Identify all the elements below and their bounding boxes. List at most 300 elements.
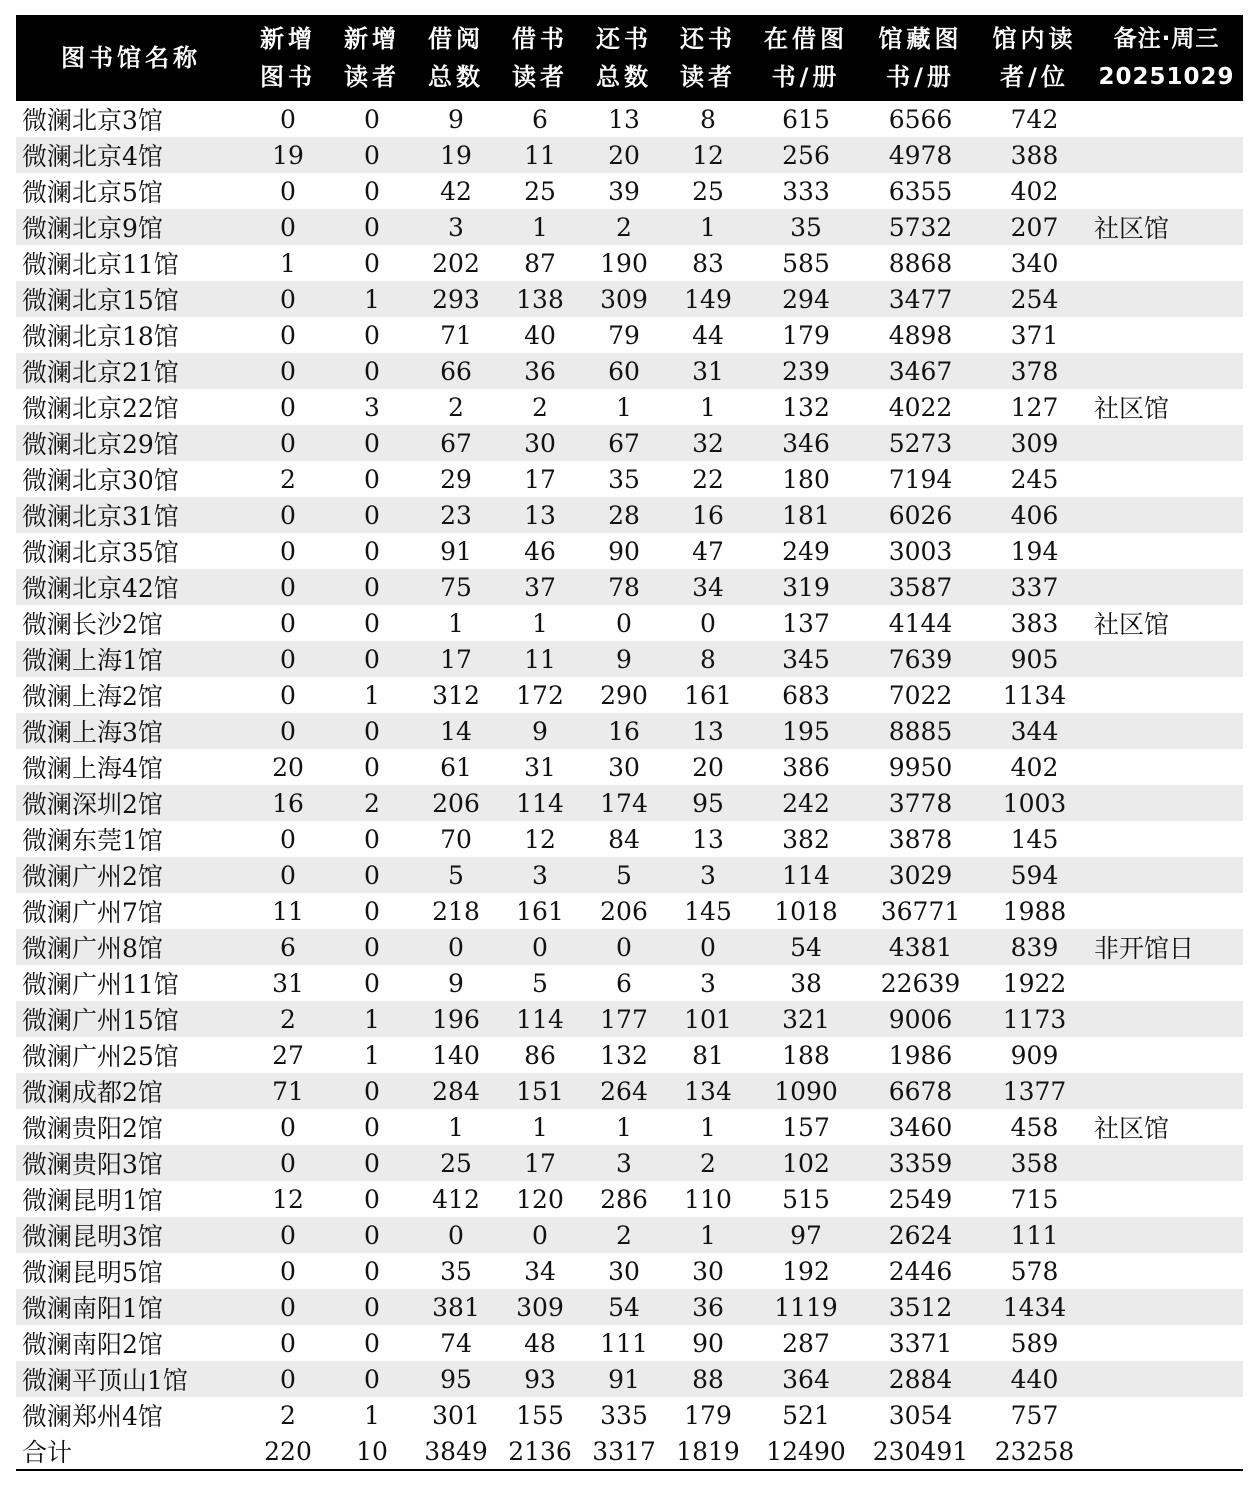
value-cell: 31	[666, 353, 750, 389]
note-cell	[1090, 821, 1243, 857]
value-cell: 715	[1010, 1184, 1059, 1214]
value-cell: 757	[1010, 1400, 1059, 1430]
value-cell: 91	[440, 536, 472, 566]
table-row	[16, 713, 1243, 749]
note-cell	[1090, 317, 1243, 353]
table-row	[16, 1145, 1243, 1181]
value-cell: 132	[782, 392, 830, 422]
value-cell: 23	[414, 497, 498, 533]
note-cell	[1090, 461, 1243, 497]
value-cell: 25	[524, 176, 556, 206]
value-cell: 578	[1010, 1256, 1059, 1286]
value-cell: 6	[532, 104, 548, 134]
value-cell: 67	[414, 425, 498, 461]
value-cell: 0	[330, 641, 414, 677]
value-cell: 1	[532, 1112, 548, 1142]
column-header	[246, 15, 330, 101]
value-cell: 293	[414, 281, 498, 317]
value-cell: 188	[782, 1040, 830, 1070]
value-cell: 196	[414, 1001, 498, 1037]
library-name-cell: 微澜北京29馆	[16, 425, 246, 461]
value-cell: 7022	[888, 680, 953, 710]
table-row	[16, 965, 1243, 1001]
library-name-cell: 合计	[16, 1433, 246, 1470]
value-cell: 1	[364, 1400, 380, 1430]
library-name-cell: 微澜深圳2馆	[16, 785, 246, 821]
value-cell: 95	[666, 785, 750, 821]
value-cell: 0	[246, 353, 330, 389]
table-row	[16, 281, 1243, 317]
value-cell: 48	[524, 1328, 556, 1358]
note-cell	[1090, 533, 1243, 569]
column-header	[330, 15, 414, 101]
value-cell: 1	[280, 248, 296, 278]
value-cell: 2	[532, 392, 548, 422]
value-cell: 1922	[1002, 968, 1067, 998]
note-cell	[1090, 137, 1243, 173]
value-cell: 3778	[862, 785, 979, 821]
library-name-cell: 微澜北京31馆	[16, 497, 246, 533]
table-row	[16, 749, 1243, 785]
value-cell: 0	[246, 857, 330, 893]
value-cell: 1119	[750, 1289, 862, 1325]
value-cell: 1	[498, 209, 582, 245]
value-cell: 239	[750, 353, 862, 389]
value-cell: 30	[692, 1256, 724, 1286]
library-name-cell: 微澜平顶山1馆	[16, 1361, 246, 1397]
value-cell: 35	[440, 1256, 472, 1286]
value-cell: 1	[700, 392, 716, 422]
value-cell: 8	[700, 104, 716, 134]
value-cell: 30	[608, 752, 640, 782]
value-cell: 0	[364, 1112, 380, 1142]
library-name-cell: 微澜上海1馆	[16, 641, 246, 677]
column-header-line2: 总数	[596, 63, 652, 91]
value-cell: 14	[414, 713, 498, 749]
value-cell: 2	[330, 785, 414, 821]
library-name-cell: 微澜广州11馆	[22, 970, 179, 999]
note-cell	[1090, 1289, 1243, 1325]
value-cell: 172	[516, 680, 564, 710]
value-cell: 206	[600, 896, 648, 926]
note-cell	[1090, 857, 1243, 893]
value-cell: 0	[330, 137, 414, 173]
column-header	[414, 15, 498, 101]
column-header-line2: 者/位	[1000, 63, 1069, 91]
value-cell: 195	[750, 713, 862, 749]
column-header	[1090, 15, 1243, 101]
value-cell: 7639	[862, 641, 979, 677]
value-cell: 364	[750, 1361, 862, 1397]
value-cell: 0	[364, 1256, 380, 1286]
table-row	[16, 1037, 1243, 1073]
value-cell: 1	[330, 281, 414, 317]
value-cell: 12	[666, 137, 750, 173]
value-cell: 0	[280, 104, 296, 134]
column-header-line2: 读者	[680, 63, 736, 91]
value-cell: 0	[364, 968, 380, 998]
value-cell: 3587	[862, 569, 979, 605]
value-cell: 3512	[862, 1289, 979, 1325]
value-cell: 71	[246, 1073, 330, 1109]
value-cell: 149	[666, 281, 750, 317]
value-cell: 5732	[862, 209, 979, 245]
value-cell: 90	[608, 536, 640, 566]
value-cell: 140	[432, 1040, 480, 1070]
table-row	[16, 1289, 1243, 1325]
value-cell: 1	[448, 608, 464, 638]
value-cell: 179	[782, 320, 830, 350]
value-cell: 114	[498, 785, 582, 821]
value-cell: 0	[364, 536, 380, 566]
value-cell: 3460	[888, 1112, 953, 1142]
value-cell: 1003	[979, 785, 1090, 821]
value-cell: 0	[280, 1256, 296, 1286]
value-cell: 31	[524, 752, 556, 782]
value-cell: 0	[280, 680, 296, 710]
value-cell: 86	[524, 1040, 556, 1070]
value-cell: 0	[280, 1328, 296, 1358]
value-cell: 521	[782, 1400, 830, 1430]
value-cell: 1	[700, 1112, 716, 1142]
value-cell: 615	[782, 104, 830, 134]
value-cell: 12490	[750, 1433, 862, 1470]
value-cell: 13	[608, 104, 640, 134]
table-row	[16, 821, 1243, 857]
value-cell: 11	[498, 137, 582, 173]
value-cell: 249	[782, 536, 830, 566]
value-cell: 9	[448, 968, 464, 998]
value-cell: 245	[1010, 464, 1059, 494]
value-cell: 74	[440, 1328, 472, 1358]
library-name-cell: 微澜北京21馆	[16, 353, 246, 389]
table-row	[16, 641, 1243, 677]
value-cell: 3359	[862, 1145, 979, 1181]
value-cell: 17	[414, 641, 498, 677]
library-name-cell: 微澜广州25馆	[22, 1042, 179, 1071]
note-cell	[1090, 101, 1243, 137]
value-cell: 202	[432, 248, 480, 278]
value-cell: 22639	[880, 968, 961, 998]
value-cell: 1819	[666, 1433, 750, 1470]
value-cell: 180	[782, 464, 830, 494]
value-cell: 19	[246, 137, 330, 173]
value-cell: 3	[700, 968, 716, 998]
value-cell: 194	[1010, 536, 1059, 566]
value-cell: 4022	[888, 392, 953, 422]
value-cell: 0	[364, 176, 380, 206]
value-cell: 0	[246, 641, 330, 677]
note-cell	[1090, 353, 1243, 389]
value-cell: 181	[750, 497, 862, 533]
value-cell: 412	[432, 1184, 480, 1214]
value-cell: 0	[364, 896, 380, 926]
value-cell: 97	[750, 1217, 862, 1253]
value-cell: 5	[532, 968, 548, 998]
library-name-cell: 微澜北京11馆	[22, 250, 179, 279]
note-cell	[1090, 1073, 1243, 1109]
value-cell: 344	[979, 713, 1090, 749]
value-cell: 5273	[862, 425, 979, 461]
value-cell: 29	[440, 464, 472, 494]
value-cell: 371	[1010, 320, 1059, 350]
note-cell	[1090, 1145, 1243, 1181]
value-cell: 3	[666, 857, 750, 893]
value-cell: 0	[280, 176, 296, 206]
value-cell: 909	[1010, 1040, 1059, 1070]
value-cell: 1434	[979, 1289, 1090, 1325]
library-name-cell: 微澜郑州4馆	[22, 1402, 163, 1431]
value-cell: 12	[524, 824, 556, 854]
note-cell	[1090, 677, 1243, 713]
value-cell: 22	[692, 464, 724, 494]
value-cell: 406	[979, 497, 1090, 533]
value-cell: 1173	[979, 1001, 1090, 1037]
value-cell: 1986	[888, 1040, 953, 1070]
library-name-cell: 微澜贵阳2馆	[22, 1114, 163, 1143]
value-cell: 192	[782, 1256, 830, 1286]
value-cell: 0	[246, 209, 330, 245]
table-row	[16, 1361, 1243, 1397]
column-header	[862, 15, 979, 101]
value-cell: 0	[330, 857, 414, 893]
value-cell: 1	[364, 1040, 380, 1070]
value-cell: 151	[498, 1073, 582, 1109]
table-row	[16, 605, 1243, 641]
value-cell: 13	[498, 497, 582, 533]
library-name-cell: 微澜北京5馆	[22, 178, 163, 207]
library-name-cell: 微澜贵阳3馆	[16, 1145, 246, 1181]
value-cell: 3	[582, 1145, 666, 1181]
table-row	[16, 1253, 1243, 1289]
value-cell: 0	[280, 392, 296, 422]
value-cell: 114	[750, 857, 862, 893]
value-cell: 0	[330, 1217, 414, 1253]
value-cell: 31	[272, 968, 304, 998]
value-cell: 19	[414, 137, 498, 173]
value-cell: 0	[364, 752, 380, 782]
value-cell: 2446	[888, 1256, 953, 1286]
value-cell: 0	[330, 209, 414, 245]
column-header-line1: 还书	[680, 25, 736, 53]
column-header-line1: 新增	[260, 25, 316, 53]
value-cell: 7194	[888, 464, 953, 494]
value-cell: 0	[700, 608, 716, 638]
value-cell: 207	[979, 209, 1090, 245]
note-cell: 社区馆	[1094, 1114, 1170, 1143]
note-cell	[1090, 425, 1243, 461]
column-header	[498, 15, 582, 101]
value-cell: 378	[979, 353, 1090, 389]
column-header-line1: 馆内读	[992, 25, 1077, 53]
value-cell: 16	[666, 497, 750, 533]
value-cell: 0	[330, 353, 414, 389]
value-cell: 79	[608, 320, 640, 350]
value-cell: 101	[666, 1001, 750, 1037]
value-cell: 1	[448, 1112, 464, 1142]
table-row	[16, 929, 1243, 965]
value-cell: 132	[600, 1040, 648, 1070]
value-cell: 309	[582, 281, 666, 317]
library-name-cell: 微澜昆明1馆	[22, 1186, 163, 1215]
value-cell: 0	[330, 713, 414, 749]
value-cell: 1134	[1002, 680, 1067, 710]
value-cell: 2	[582, 1217, 666, 1253]
column-header-line2: 书/册	[886, 63, 955, 91]
note-cell	[1090, 1433, 1243, 1470]
table-row	[16, 137, 1243, 173]
value-cell: 46	[524, 536, 556, 566]
value-cell: 3	[414, 209, 498, 245]
value-cell: 585	[782, 248, 830, 278]
value-cell: 30	[498, 425, 582, 461]
value-cell: 0	[246, 1217, 330, 1253]
table-row	[16, 1001, 1243, 1037]
value-cell: 388	[979, 137, 1090, 173]
value-cell: 2	[280, 464, 296, 494]
column-header-line2: 读者	[512, 63, 568, 91]
value-cell: 3054	[888, 1400, 953, 1430]
value-cell: 3	[498, 857, 582, 893]
value-cell: 0	[498, 1217, 582, 1253]
value-cell: 16	[582, 713, 666, 749]
value-cell: 458	[1010, 1112, 1059, 1142]
value-cell: 284	[414, 1073, 498, 1109]
value-cell: 91	[582, 1361, 666, 1397]
value-cell: 3003	[888, 536, 953, 566]
value-cell: 11	[498, 641, 582, 677]
value-cell: 335	[600, 1400, 648, 1430]
value-cell: 4898	[888, 320, 953, 350]
library-name-cell: 微澜南阳1馆	[16, 1289, 246, 1325]
value-cell: 9006	[862, 1001, 979, 1037]
value-cell: 157	[782, 1112, 830, 1142]
value-cell: 20	[582, 137, 666, 173]
value-cell: 0	[246, 1361, 330, 1397]
value-cell: 145	[1010, 824, 1059, 854]
value-cell: 0	[666, 929, 750, 965]
table-row	[16, 1397, 1243, 1433]
value-cell: 0	[616, 608, 632, 638]
value-cell: 35	[750, 209, 862, 245]
value-cell: 0	[364, 104, 380, 134]
library-name-cell: 微澜上海2馆	[22, 682, 163, 711]
value-cell: 9	[448, 104, 464, 134]
total-row	[16, 1433, 1243, 1470]
value-cell: 1377	[979, 1073, 1090, 1109]
value-cell: 345	[750, 641, 862, 677]
value-cell: 34	[524, 1256, 556, 1286]
column-header-line1: 备注·周三	[1113, 26, 1220, 52]
value-cell: 35	[608, 464, 640, 494]
value-cell: 0	[246, 1145, 330, 1181]
table-row	[16, 353, 1243, 389]
table-row	[16, 893, 1243, 929]
value-cell: 161	[684, 680, 732, 710]
value-cell: 340	[1010, 248, 1059, 278]
value-cell: 134	[666, 1073, 750, 1109]
note-cell	[1090, 785, 1243, 821]
value-cell: 0	[330, 1361, 414, 1397]
value-cell: 2884	[862, 1361, 979, 1397]
table-row	[16, 1325, 1243, 1361]
value-cell: 114	[498, 1001, 582, 1037]
table-row	[16, 389, 1243, 425]
value-cell: 0	[364, 320, 380, 350]
value-cell: 17	[498, 1145, 582, 1181]
library-name-cell: 微澜上海4馆	[22, 754, 163, 783]
value-cell: 6566	[888, 104, 953, 134]
value-cell: 17	[524, 464, 556, 494]
note-cell: 社区馆	[1094, 394, 1170, 423]
value-cell: 0	[364, 824, 380, 854]
value-cell: 190	[600, 248, 648, 278]
value-cell: 36	[666, 1289, 750, 1325]
value-cell: 70	[440, 824, 472, 854]
library-name-cell: 微澜北京3馆	[22, 106, 163, 135]
value-cell: 61	[440, 752, 472, 782]
value-cell: 6	[616, 968, 632, 998]
value-cell: 0	[246, 713, 330, 749]
note-cell	[1090, 965, 1243, 1001]
note-cell	[1090, 641, 1243, 677]
value-cell: 1090	[750, 1073, 862, 1109]
value-cell: 0	[246, 497, 330, 533]
value-cell: 138	[498, 281, 582, 317]
library-name-cell: 微澜北京30馆	[22, 466, 179, 495]
value-cell: 9	[582, 641, 666, 677]
value-cell: 1	[364, 680, 380, 710]
value-cell: 110	[684, 1184, 732, 1214]
value-cell: 145	[684, 896, 732, 926]
value-cell: 6678	[862, 1073, 979, 1109]
value-cell: 230491	[862, 1433, 979, 1470]
library-name-cell: 微澜上海3馆	[16, 713, 246, 749]
library-name-cell: 微澜北京4馆	[16, 137, 246, 173]
value-cell: 0	[364, 1184, 380, 1214]
table-row	[16, 497, 1243, 533]
value-cell: 3467	[862, 353, 979, 389]
value-cell: 3	[364, 392, 380, 422]
value-cell: 83	[692, 248, 724, 278]
note-cell	[1090, 173, 1243, 209]
value-cell: 38	[790, 968, 822, 998]
library-name-cell: 微澜北京42馆	[16, 569, 246, 605]
value-cell: 2549	[888, 1184, 953, 1214]
value-cell: 0	[280, 1112, 296, 1142]
table-row	[16, 1109, 1243, 1145]
value-cell: 0	[330, 569, 414, 605]
note-cell	[1090, 1037, 1243, 1073]
value-cell: 1	[532, 608, 548, 638]
value-cell: 67	[582, 425, 666, 461]
column-header-line1: 馆藏图	[878, 25, 963, 53]
value-cell: 0	[280, 320, 296, 350]
value-cell: 177	[582, 1001, 666, 1037]
value-cell: 32	[666, 425, 750, 461]
value-cell: 309	[498, 1289, 582, 1325]
value-cell: 594	[979, 857, 1090, 893]
value-cell: 2	[448, 392, 464, 422]
value-cell: 0	[246, 425, 330, 461]
table-row	[16, 569, 1243, 605]
value-cell: 0	[364, 608, 380, 638]
value-cell: 402	[1010, 752, 1059, 782]
table-row	[16, 785, 1243, 821]
value-cell: 5	[414, 857, 498, 893]
value-cell: 0	[498, 929, 582, 965]
value-cell: 12	[272, 1184, 304, 1214]
